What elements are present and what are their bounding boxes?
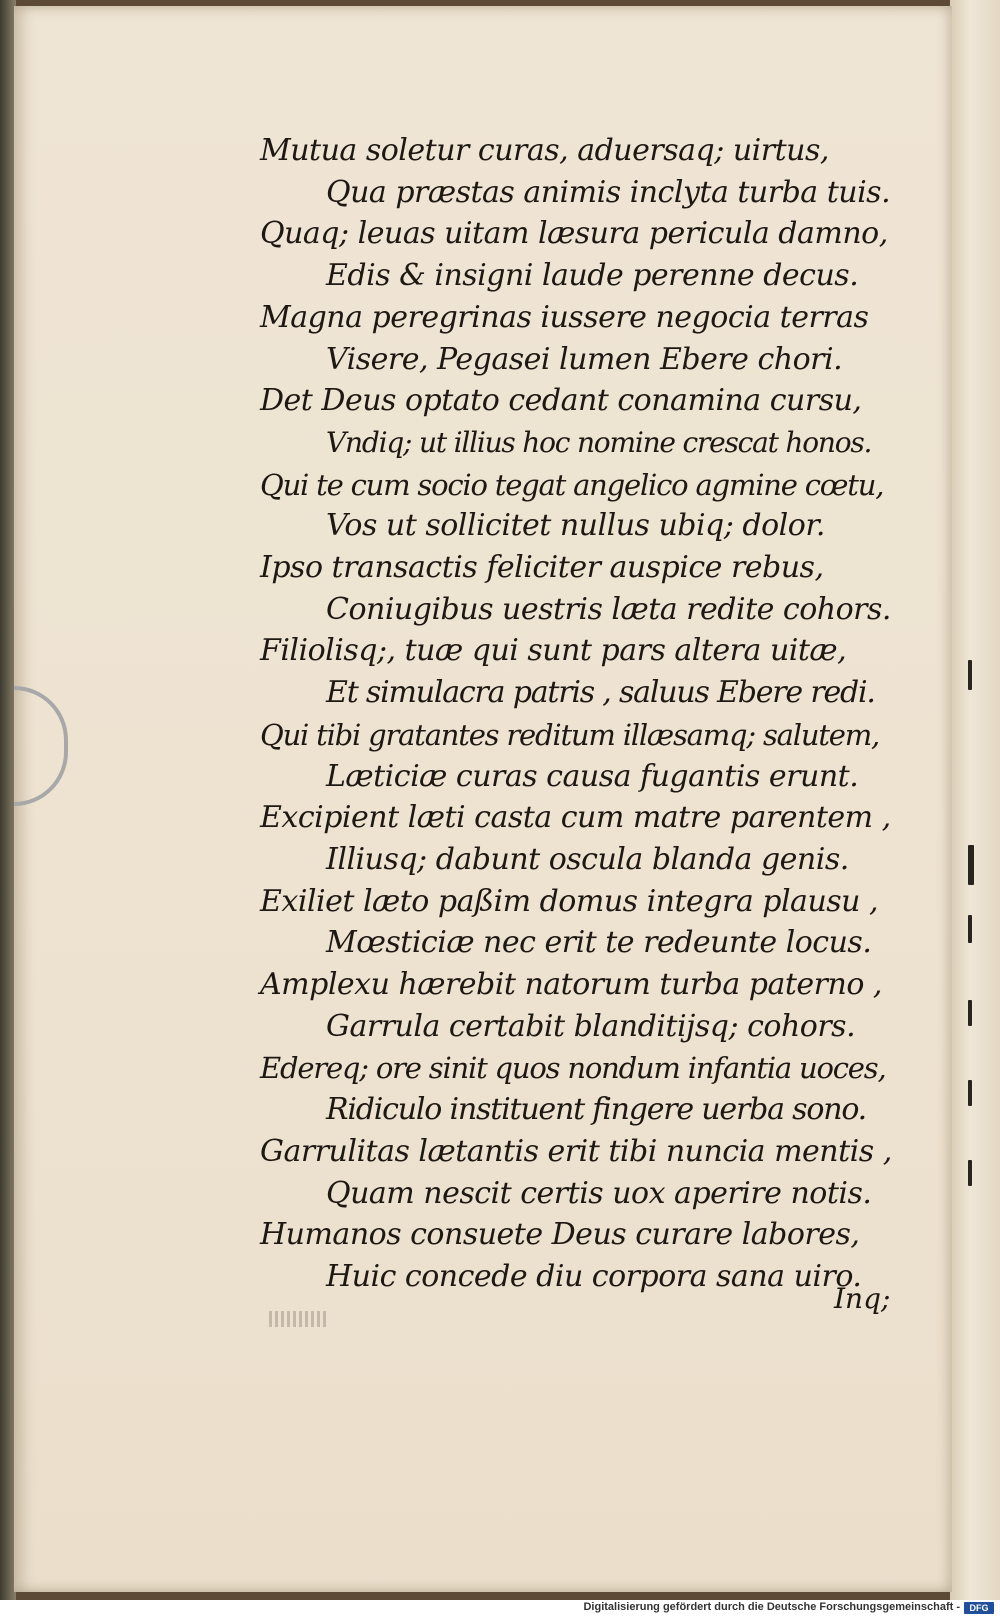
verse-line: Ridiculo instituent fingere uerba sono.: [326, 1092, 867, 1127]
verse-line: Mœsticiæ nec erit te redeunte locus.: [326, 925, 872, 960]
verse-line: Edis & insigni laude perenne decus.: [326, 258, 859, 293]
verse-line: Edereq; ore sinit quos nondum infantia uoces,: [260, 1051, 886, 1085]
verse-block: [14, 6, 952, 1592]
verse-line: Mutua soletur curas, aduersaq; uirtus,: [260, 133, 829, 168]
verse-line: Vos ut sollicitet nullus ubiq; dolor.: [326, 508, 825, 543]
verse-line: Filiolisq;, tuæ qui sunt pars altera uitæ,: [260, 633, 847, 668]
verse-line: Visere, Pegasei lumen Ebere chori.: [326, 342, 843, 377]
catchword: Inq;: [834, 1282, 891, 1315]
verse-line: Magna peregrinas iussere negocia terras: [260, 300, 869, 335]
verse-line: Exiliet læto paßim domus integra plausu ,: [260, 884, 879, 919]
verse-line: Excipient læti casta cum matre parentem ,: [260, 800, 891, 835]
verse-line: Coniugibus uestris læta redite cohors.: [326, 592, 891, 627]
verse-line: Garrulitas lætantis erit tibi nuncia mentis ,: [260, 1134, 892, 1169]
book-page: [14, 6, 952, 1592]
verse-line: Quam nescit certis uox aperire notis.: [326, 1176, 872, 1211]
dfg-logo: DFG: [964, 1602, 994, 1614]
facing-page-letter-fragment: [968, 660, 972, 690]
verse-line: Læticiæ curas causa fugantis erunt.: [326, 759, 859, 794]
verse-line: Garrula certabit blanditijsq; cohors.: [326, 1009, 856, 1044]
verse-line: Vndiq; ut illius hoc nomine crescat honos.: [326, 426, 872, 459]
digitization-footer: [0, 1600, 1000, 1617]
verse-line: Det Deus optato cedant conamina cursu,: [260, 383, 862, 418]
facing-page-letter-fragment: [968, 1000, 972, 1026]
verse-line: Humanos consuete Deus curare labores,: [260, 1217, 860, 1252]
facing-page-letter-fragment: [968, 1080, 972, 1106]
verse-line: Et simulacra patris , saluus Ebere redi.: [326, 675, 875, 710]
verse-line: Quaq; leuas uitam læsura pericula damno,: [260, 216, 888, 251]
verse-line: Illiusq; dabunt oscula blanda genis.: [326, 842, 849, 877]
facing-page-letter-fragment: [968, 915, 972, 943]
verse-line: Huic concede diu corpora sana uiro.: [326, 1259, 862, 1294]
show-through-smudge: [269, 1311, 329, 1327]
facing-page-letter-fragment: [968, 1160, 972, 1186]
facing-page-letter-fragment: [968, 845, 974, 885]
facing-page-edge: [950, 0, 1000, 1600]
verse-line: Qua præstas animis inclyta turba tuis.: [326, 175, 891, 210]
verse-line: Amplexu hærebit natorum turba paterno ,: [260, 967, 882, 1002]
verse-line: Ipso transactis feliciter auspice rebus,: [260, 550, 824, 585]
footer-credit: Digitalisierung gefördert durch die Deutsche Forschungsgemeinschaft -: [583, 1601, 960, 1613]
verse-line: Qui tibi gratantes reditum illæsamq; salutem,: [260, 718, 880, 752]
verse-line: Qui te cum socio tegat angelico agmine cœtu,: [260, 468, 884, 502]
